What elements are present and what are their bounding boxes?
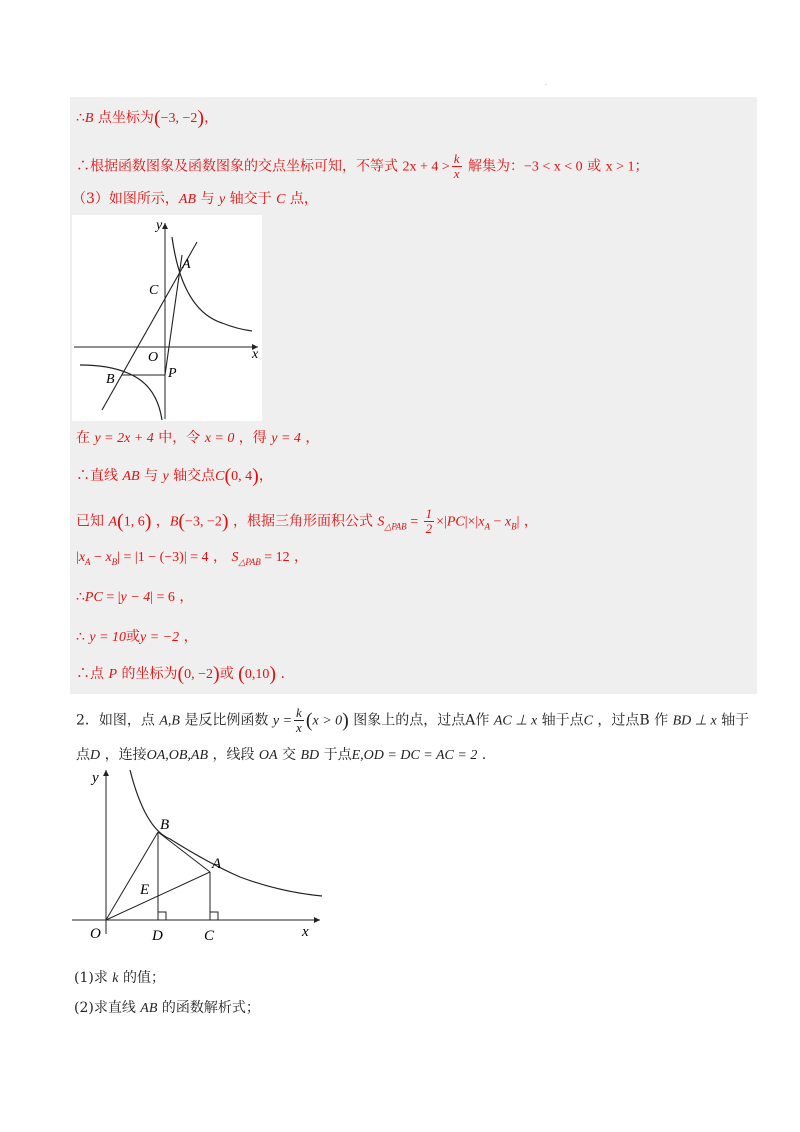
label-a: A bbox=[182, 257, 191, 272]
text: 解集为： bbox=[463, 158, 524, 175]
fraction-numerator: k bbox=[453, 151, 460, 166]
text: 的值； bbox=[118, 970, 165, 986]
label-x: x bbox=[302, 924, 309, 940]
result: = 12 bbox=[260, 550, 290, 565]
text: 轴交点 bbox=[168, 468, 216, 484]
fraction bbox=[294, 706, 304, 735]
segment-label: BD bbox=[300, 748, 320, 763]
solution-line-5: ∴直线 AB 与 y 轴交点C(0, 4)， bbox=[76, 465, 273, 487]
question-2-line-2 bbox=[76, 745, 486, 766]
equals: = bbox=[102, 590, 118, 605]
question-2-line-1: 2．如图，点 A,B 是反比例函数 y = $\frac{k}{x}$ (x > 0) 图象上的点，过点A作 AC ⊥ x 轴于点C ，过点B 作 BD ⊥ x 轴于 bbox=[76, 705, 750, 735]
text: 的函数解析式； bbox=[157, 1000, 260, 1016]
text: ∴点 bbox=[76, 666, 109, 682]
punct: ， bbox=[208, 549, 232, 565]
coordinate: 0, 4 bbox=[231, 469, 253, 484]
point-label: D bbox=[90, 748, 101, 763]
fraction-denominator: x bbox=[453, 166, 460, 181]
segment-pa bbox=[165, 255, 182, 375]
segment-label: PC bbox=[84, 590, 103, 605]
question-number: 2．如图，点 bbox=[76, 712, 160, 729]
times: × bbox=[467, 514, 476, 530]
label-b: B bbox=[160, 817, 170, 833]
text: ，线段 bbox=[208, 747, 259, 763]
point-label: B bbox=[169, 514, 179, 530]
segment-ab bbox=[158, 832, 210, 872]
punct: ， bbox=[258, 468, 273, 484]
punct: . bbox=[477, 747, 487, 763]
solution-interval-1: −3 < x < 0 bbox=[523, 159, 583, 175]
right-angle-c bbox=[210, 912, 218, 920]
segment-labels: OA,OB,AB bbox=[146, 748, 209, 763]
point-label: C bbox=[583, 713, 593, 729]
equation: x = 0 bbox=[204, 431, 235, 446]
text: 点坐标为 bbox=[93, 110, 154, 126]
solution-line-4 bbox=[76, 428, 319, 449]
minus: − bbox=[489, 514, 505, 530]
text: ，得 bbox=[234, 430, 272, 446]
point-labels: A,B bbox=[159, 713, 180, 729]
coordinate: −3, −2 bbox=[185, 514, 222, 530]
text: ∴直线 bbox=[76, 468, 123, 484]
area-subscript: △PAB bbox=[238, 557, 261, 567]
part-label: （3）如图所示， bbox=[72, 191, 179, 207]
label-b: B bbox=[106, 372, 115, 387]
var: x bbox=[105, 550, 112, 565]
times: × bbox=[436, 514, 444, 530]
subscript: A bbox=[85, 557, 91, 567]
segment-label: AB bbox=[122, 469, 140, 484]
figure-1-graph bbox=[72, 215, 262, 421]
solution-line-7: $|x_A - x_B| = |1 - (-3)| = 4$ ， $S_{\triangle PAB} = 12$ ， bbox=[76, 549, 309, 567]
segment-ob bbox=[106, 832, 158, 920]
therefore-symbol: ∴ bbox=[76, 110, 85, 126]
segment-label: AB bbox=[140, 1001, 158, 1016]
punct: ， bbox=[300, 430, 320, 446]
text: 或 bbox=[219, 666, 239, 682]
label-o: O bbox=[148, 350, 159, 365]
area-subscript: △PAB bbox=[384, 521, 407, 532]
top-dot: . bbox=[545, 80, 547, 87]
text: 或 bbox=[582, 158, 606, 175]
solution-line-6: 已知 A(1, 6) ，B(−3, −2) ，根据三角形面积公式 $S_{\triangle PAB}$ = $\frac{1}{2}$ $\times|PC|\times|x_A - x_B|$ ， bbox=[76, 506, 538, 536]
text: ，连接 bbox=[100, 747, 147, 763]
text: 点， bbox=[285, 191, 318, 207]
hyperbola-branch-2 bbox=[80, 365, 162, 420]
var: k bbox=[112, 971, 119, 986]
label-p: P bbox=[168, 366, 177, 381]
label-e: E bbox=[140, 882, 150, 898]
var: x bbox=[78, 550, 86, 565]
text: 轴于点 bbox=[537, 712, 584, 729]
coordinate: 1, 6 bbox=[123, 514, 145, 530]
result: = 4 bbox=[186, 550, 209, 565]
text: 点 bbox=[76, 747, 90, 763]
label-x: x bbox=[252, 347, 259, 362]
area-symbol: S bbox=[377, 514, 385, 530]
var: x bbox=[504, 514, 512, 530]
punct: ， bbox=[289, 549, 309, 565]
solution-interval-2: x > 1 bbox=[605, 159, 635, 175]
expression: y − 4 bbox=[120, 590, 151, 605]
text: 图象上的点，过点A作 bbox=[348, 712, 494, 729]
figure-2 bbox=[70, 764, 330, 946]
inequality-left: 2x + 4 > bbox=[402, 159, 450, 175]
equation: y = 2x + 4 bbox=[94, 431, 154, 446]
var: x bbox=[478, 514, 485, 530]
equation: y = 10 bbox=[89, 630, 127, 645]
axis-name: y bbox=[162, 469, 169, 484]
segment-label: PC bbox=[446, 514, 465, 530]
label-c: C bbox=[149, 283, 159, 298]
segment-label: OA bbox=[258, 748, 278, 763]
text: 已知 bbox=[76, 513, 109, 530]
punct: ； bbox=[634, 158, 649, 175]
solution-line-8: ∴PC = |y − 4| = 6 ， bbox=[76, 589, 194, 605]
text: 与 bbox=[139, 468, 163, 484]
solution-line-2 bbox=[76, 152, 648, 181]
area-symbol: S bbox=[231, 550, 239, 565]
punct: . bbox=[276, 666, 285, 682]
point-label: A bbox=[108, 514, 118, 530]
equals: = bbox=[119, 550, 135, 565]
therefore-symbol: ∴ bbox=[76, 589, 85, 605]
coordinate: 0,10 bbox=[244, 667, 270, 682]
point-label: C bbox=[215, 469, 225, 484]
solution-line-9 bbox=[76, 627, 198, 648]
equals: = bbox=[406, 514, 422, 530]
axis-name: y bbox=[218, 192, 226, 207]
function-lhs: y = bbox=[272, 713, 293, 729]
point-label: B bbox=[84, 111, 94, 126]
equation: y = 4 bbox=[271, 431, 301, 446]
right-angle-d bbox=[158, 912, 166, 920]
text: ，过点B 作 bbox=[592, 712, 673, 729]
text: 交 bbox=[277, 747, 301, 763]
result: = 6 bbox=[153, 590, 175, 605]
label-d: D bbox=[152, 928, 163, 944]
perpendicular: BD ⊥ x bbox=[672, 713, 717, 729]
label-o: O bbox=[90, 926, 101, 942]
text: 是反比例函数 bbox=[179, 712, 273, 729]
text: 的坐标为 bbox=[117, 666, 178, 682]
fraction-numerator: 1 bbox=[425, 506, 433, 521]
point-label: P bbox=[108, 667, 118, 682]
condition: E,OD = DC = AC = 2 bbox=[351, 748, 478, 763]
domain-condition: x > 0 bbox=[312, 713, 343, 729]
equation: y = −2 bbox=[140, 630, 180, 645]
therefore-symbol: ∴ bbox=[76, 629, 90, 645]
coordinate: 0, −2 bbox=[184, 667, 214, 682]
question-2-part-2 bbox=[74, 998, 260, 1019]
punct: ， bbox=[204, 110, 219, 126]
segment-label: AB bbox=[178, 192, 197, 207]
punct: ， bbox=[519, 513, 538, 530]
label-y: y bbox=[92, 770, 99, 786]
subscript: A bbox=[484, 521, 490, 532]
label-y: y bbox=[156, 218, 163, 233]
punct: ， bbox=[151, 513, 170, 530]
hyperbola-branch-1 bbox=[172, 237, 252, 331]
figure-2-graph bbox=[70, 764, 330, 946]
fraction bbox=[424, 507, 435, 536]
subscript: B bbox=[511, 521, 517, 532]
text: 轴交于 bbox=[225, 191, 277, 207]
solution-line-10: ∴点 P 的坐标为(0, −2)或 (0,10) . bbox=[76, 663, 285, 685]
punct: ， bbox=[174, 589, 194, 605]
text: 或 bbox=[126, 629, 141, 645]
expression: 1 − (−3) bbox=[137, 550, 184, 565]
subscript: B bbox=[111, 557, 118, 567]
point-label: C bbox=[276, 192, 286, 207]
part-label: (2)求直线 bbox=[74, 1000, 141, 1016]
coordinate: −3, −2 bbox=[160, 111, 198, 126]
question-2-part-1 bbox=[74, 968, 165, 989]
text: ∴根据函数图象及函数图象的交点坐标可知，不等式 bbox=[76, 158, 403, 175]
text: 中，令 bbox=[153, 430, 205, 446]
perpendicular: AC ⊥ x bbox=[493, 713, 538, 729]
label-c: C bbox=[204, 928, 215, 944]
figure-1 bbox=[72, 215, 262, 421]
minus: − bbox=[90, 550, 106, 565]
text: 在 bbox=[76, 430, 95, 446]
text: ，根据三角形面积公式 bbox=[228, 513, 378, 530]
text: 与 bbox=[196, 191, 219, 207]
solution-line-3 bbox=[72, 189, 318, 210]
fraction-denominator: 2 bbox=[425, 521, 433, 536]
text: 轴于 bbox=[716, 712, 750, 729]
fraction-denominator: x bbox=[296, 720, 302, 735]
fraction-numerator: k bbox=[296, 705, 302, 720]
solution-line-1: ∴B 点坐标为(−3, −2)， bbox=[76, 107, 219, 129]
text: 于点 bbox=[319, 747, 352, 763]
fraction bbox=[452, 152, 462, 181]
part-label: (1)求 bbox=[74, 970, 113, 986]
punct: ， bbox=[179, 629, 198, 645]
label-a: A bbox=[212, 856, 222, 872]
